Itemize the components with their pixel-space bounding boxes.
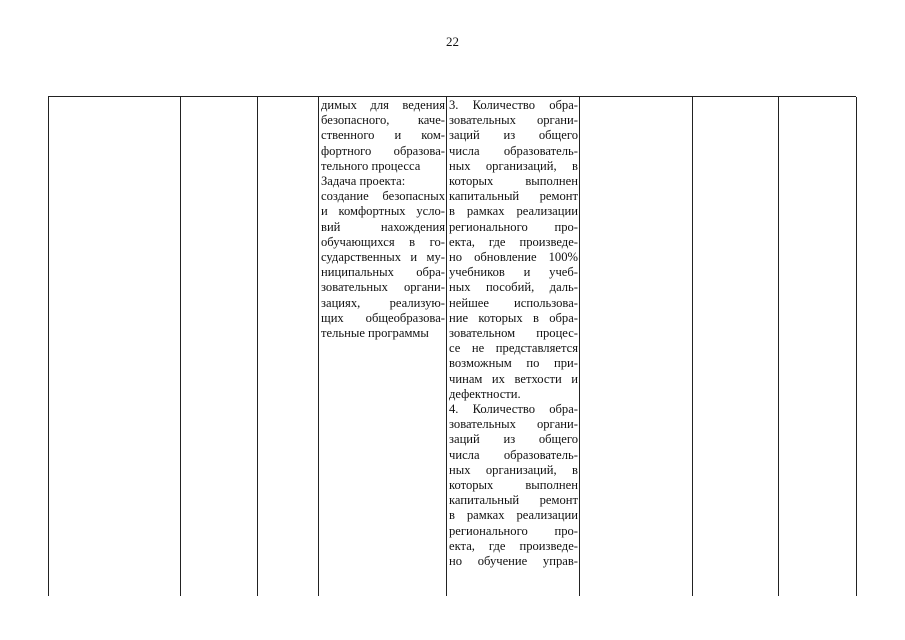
cell-line: создание безопасных [321,189,445,204]
table-column-4 [319,97,447,596]
cell-line: нейшее использова- [449,295,578,310]
cell-line: возможным по при- [449,356,578,371]
table-column-3 [258,97,319,596]
cell-line: капитальный ремонт [449,189,578,204]
cell-line: капитальный ремонт [449,493,578,508]
cell-line: ние которых в обра- [449,310,578,325]
cell-line: ственного и ком- [321,128,445,143]
cell-line: ных пособий, даль- [449,280,578,295]
cell-line: щих общеобразова- [321,310,445,325]
data-table [48,96,856,596]
cell-line: вий нахождения [321,219,445,234]
cell-line: зовательных органи- [321,280,445,295]
cell-line: дефектности. [449,386,521,401]
cell-line: регионального про- [449,219,578,234]
cell-line: в рамках реализации [449,508,578,523]
cell-line: сударственных и му- [321,250,445,265]
cell-line: зациях, реализую- [321,295,445,310]
cell-line: которых выполнен [449,174,578,189]
cell-line: Задача проекта: [321,174,406,189]
cell-line: тельного процесса [321,158,421,173]
page-number: 22 [446,34,459,49]
cell-line: безопасного, каче- [321,113,445,128]
table-column-2 [181,97,258,596]
cell-line: зовательных органи- [449,113,578,128]
cell-line: 4. Количество обра- [449,402,578,417]
cell-line: се не представляется [449,341,578,356]
cell-line: заций из общего [449,432,578,447]
cell-line: учебников и учеб- [449,265,578,280]
cell-line: ниципальных обра- [321,265,445,280]
cell-line: обучающихся в го- [321,234,445,249]
table-column-6 [580,97,693,596]
cell-line: ных организаций, в [449,462,578,477]
cell-line: регионального про- [449,523,578,538]
cell-line: зовательном процес- [449,326,578,341]
table-cell-project-task [319,97,446,341]
cell-line: но обучение управ- [449,554,578,569]
cell-line: тельные программы [321,326,429,341]
cell-line: но обновление 100% [449,250,578,265]
cell-line: димых для ведения [321,98,445,112]
table-column-1 [49,97,181,596]
cell-line: екта, где произведе- [449,234,578,249]
cell-line: зовательных органи- [449,417,578,432]
cell-line: в рамках реализации [449,204,578,219]
cell-line: фортного образова- [321,143,445,158]
cell-line: числа образователь- [449,143,578,158]
cell-line: и комфортных усло- [321,204,445,219]
table-column-8 [779,97,857,596]
cell-line: которых выполнен [449,478,578,493]
table-column-5 [447,97,580,596]
table-cell-indicators [447,97,579,569]
cell-line: заций из общего [449,128,578,143]
table-column-7 [693,97,779,596]
cell-line: ных организаций, в [449,158,578,173]
cell-line: екта, где произведе- [449,538,578,553]
cell-line: чинам их ветхости и [449,371,578,386]
cell-line: числа образователь- [449,447,578,462]
cell-line: 3. Количество обра- [449,98,578,112]
